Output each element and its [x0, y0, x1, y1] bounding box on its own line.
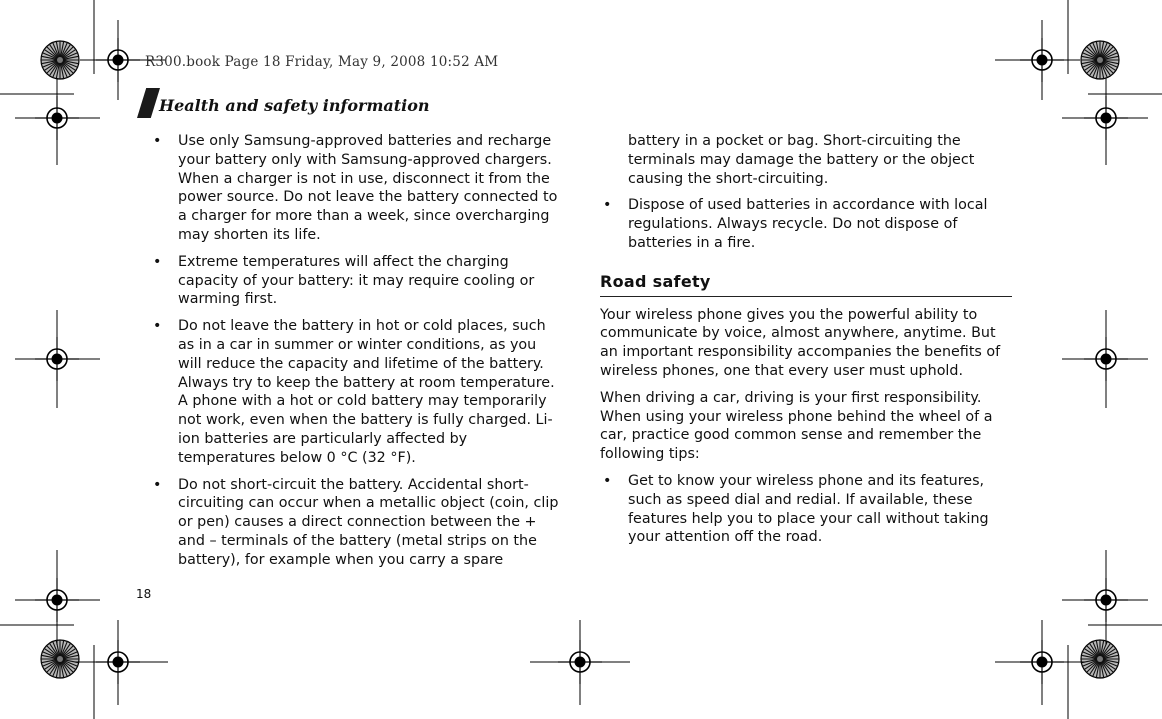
right-column — [600, 132, 1012, 555]
list-item — [150, 132, 562, 245]
left-column — [150, 132, 562, 578]
list-item — [600, 196, 1012, 252]
bullet-glyph: • — [153, 318, 162, 335]
section-heading-road-safety: Road safety — [600, 273, 1012, 297]
bullet-glyph: • — [153, 476, 162, 493]
print-slug: R300.book Page 18 Friday, May 9, 2008 10:52 AM — [145, 54, 499, 70]
disposal-bullet-list — [600, 196, 1012, 252]
list-item-text: Extreme temperatures will affect the charging capacity of your battery: it may require cooling or warming first. — [178, 253, 535, 308]
list-item — [150, 253, 562, 309]
battery-bullet-list — [150, 132, 562, 570]
list-item-text: Use only Samsung-approved batteries and recharge your battery only with Samsung-approved chargers. When a charger is not in use, disconnect it from the power source. Do not leave the battery connected to a charger for more than a week, since overcharging may shorten its life. — [178, 133, 558, 243]
paragraph: Your wireless phone gives you the powerful ability to communicate by voice, almost anywhere, anytime. But an important responsibility accompanies the benefits of wireless phones, one that every user must uphold. — [600, 306, 1001, 379]
bullet-glyph: • — [153, 253, 162, 270]
list-item-text: Do not leave the battery in hot or cold places, such as in a car in summer or winter conditions, as you will reduce the capacity and lifetime of the battery. Always try to keep the battery at room temperature. A phone with a hot or cold battery may temporarily not work, even when the battery is fully charged. Li-ion batteries are particularly affected by temperatures below 0 °C (32 °F). — [178, 318, 555, 466]
list-item-text: Do not short-circuit the battery. Accidental short-circuiting can occur when a metallic object (coin, clip or pen) causes a direct connection between the + and – terminals of the battery (metal strips on the battery), for example when you carry a spare — [178, 476, 559, 568]
list-item — [600, 472, 1012, 547]
bullet-glyph: • — [153, 133, 162, 149]
paragraph: When driving a car, driving is your first responsibility. When using your wireless phone behind the wheel of a car, practice good common sense and remember the following tips: — [600, 389, 993, 463]
driving-tips-list — [600, 472, 1012, 547]
list-item — [150, 317, 562, 467]
continued-bullet-text: battery in a pocket or bag. Short-circuiting the terminals may damage the battery or the object causing the short-circuiting. — [628, 133, 975, 187]
bullet-glyph: • — [603, 472, 612, 489]
list-item-text: Get to know your wireless phone and its features, such as speed dial and redial. If available, these features help you to place your call without taking your attention off the road. — [628, 472, 989, 546]
running-header: Health and safety information — [159, 96, 430, 115]
list-item-text: Dispose of used batteries in accordance with local regulations. Always recycle. Do not dispose of batteries in a fire. — [628, 197, 988, 251]
page-number: 18 — [136, 587, 152, 601]
list-item — [150, 476, 562, 570]
bullet-glyph: • — [603, 197, 612, 214]
